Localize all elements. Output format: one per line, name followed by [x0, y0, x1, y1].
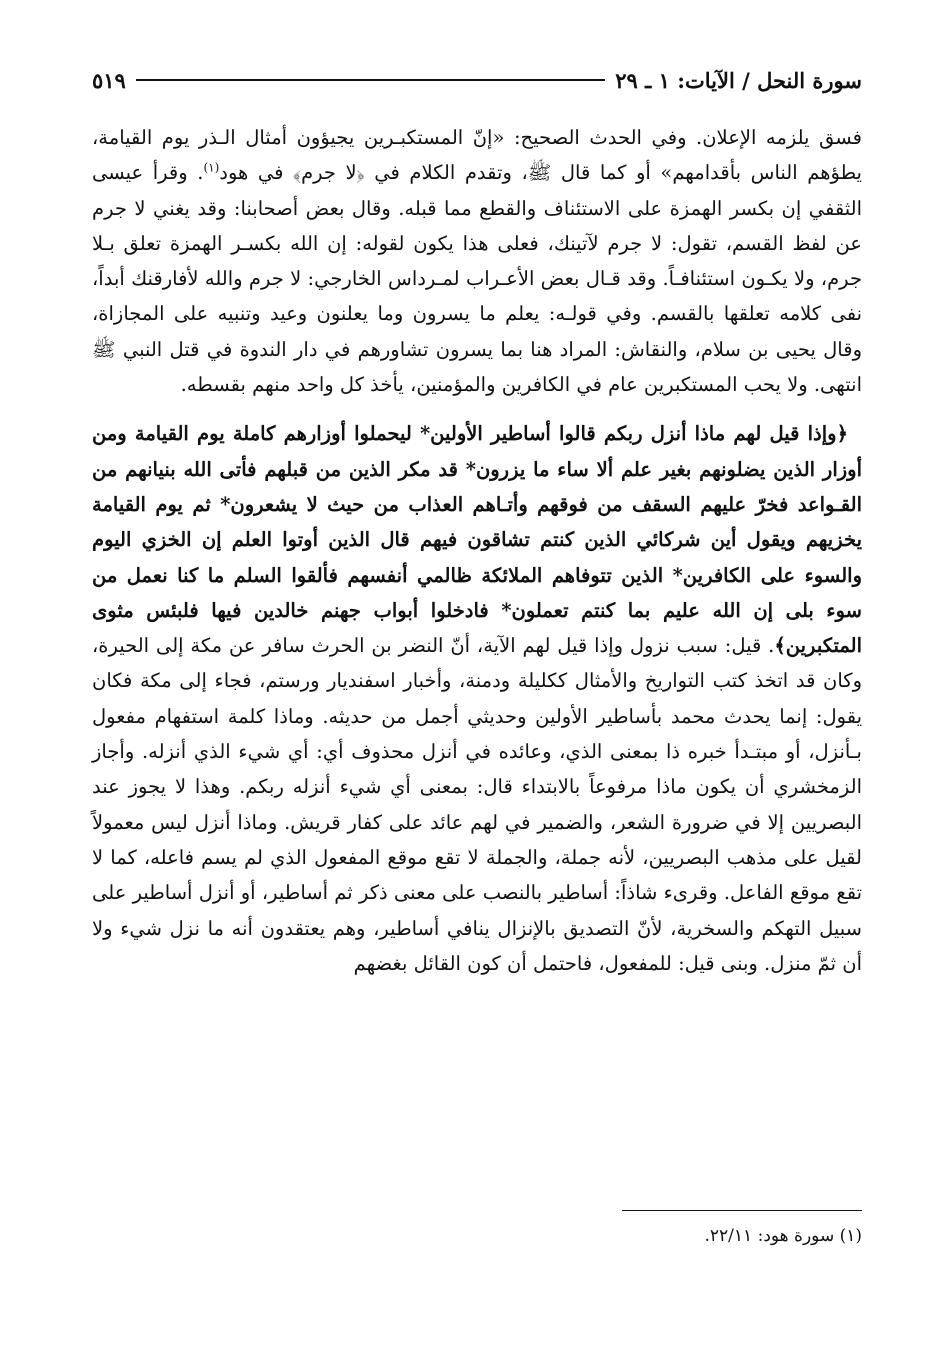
footnote: (١) سورة هود: ٢٢/١١.	[704, 1226, 862, 1246]
footnote-reference: (١)	[203, 160, 220, 175]
running-header	[92, 58, 862, 102]
page-number: ٥١٩	[92, 67, 126, 93]
commentary-paragraph	[92, 120, 862, 402]
main-text	[92, 120, 862, 981]
footnote-rule	[622, 1210, 862, 1211]
surah-title: سورة النحل / الآيات: ١ ـ ٢٩	[615, 67, 862, 93]
verse-paragraph	[92, 416, 862, 981]
paragraph-text: فسق يلزمه الإعلان. وفي الحدث الصحيح: «إنّ المستكبـرين يجيؤون أمثال الـذر يوم القيامة، يطؤهم الناس بأقدامهم» أو كما قال ﷺ، وتقدم الكلام في ﴿لا جرم﴾ في هود	[92, 126, 862, 185]
quran-verse: ﴿وإذا قيل لهم ماذا أنزل ربكم قالوا أساطير الأولين* ليحملوا أوزارهم كاملة يوم القيامة ومن أوزار الذين يضلونهم بغير علم ألا ساء ما يزرون* قد مكر الذين من قبلهم فأتى الله بنيانهم من القـواعد فخرّ عليهم السقف من فوقهم وأتـاهم العذاب من حيث لا يشعرون* ثم يوم القيامة يخزيهم ويقول أين شركائي الذين كنتم تشاقون فيهم قال الذين أوتوا العلم إن الخزي اليوم والسوء على الكافرين* الذين تتوفاهم الملائكة ظالمي أنفسهم فألقوا السلم ما كنا نعمل من سوء بلى إن الله عليم بما كنتم تعملون* فادخلوا أبواب جهنم خالدين فيها فلبئس مثوى المتكبرين﴾	[92, 422, 862, 658]
header-rule	[136, 79, 605, 81]
paragraph-text-continued: . وقرأ عيسى الثقفي إن بكسر الهمزة على الاستئناف والقطع مما قبله. وقال بعض أصحابنا: وقد يغني لا جرم عن لفظ القسم، تقول: لا جرم لآتينك، فعلى هذا يكون لقوله: إن الله بكسـر الهمزة تعلق بـلا جرم، ولا يكـون استئنافـاً. وقد قـال بعض الأعـراب لمـرداس الخارجي: لا جرم والله لأفارقنك أبداً، نفى كلامه تعلقها بالقسم. وفي قولـه: يعلم ما يسرون وما يعلنون وعيد وتنبيه على المجازاة، وقال يحيى بن سلام، والنقاش: المراد هنا بما يسرون تشاورهم في دار الندوة في قتل النبي ﷺ انتهى. ولا يحب المستكبرين عام في الكافرين والمؤمنين، يأخذ كل واحد منهم بقسطه.	[92, 161, 862, 397]
paragraph-text: . قيل: سبب نزول وإذا قيل لهم الآية، أنّ النضر بن الحرث سافر عن مكة إلى الحيرة، وكان قد اتخذ كتب التواريخ والأمثال ككليلة ودمنة، وأخبار اسفنديار ورستم، فجاء إلى مكة فكان يقول: إنما يحدث محمد بأساطير الأولين وحديثي أجمل من حديثه. وماذا كلمة استفهام مفعول بـأنزل، أو مبتـدأ خبره ذا بمعنى الذي، وعائده في أنزل محذوف أي: أي شيء الذي أنزله. وأجاز الزمخشري أن يكون ماذا مرفوعاً بالابتداء قال: بمعنى أي شيء أنزله ربكم. وهذا لا يجوز عند البصريين إلا في ضرورة الشعر، والضمير في لهم عائد على كفار قريش. وماذا أنزل ليس معمولاً لقيل على مذهب البصريين، لأنه جملة، والجملة لا تقع موقع المفعول الذي لم يسم فاعله، كما لا تقع موقع الفاعل. وقرىء شاذاً: أساطير بالنصب على معنى ذكر ثم أساطير، أو أنزل أساطير على سبيل التهكم والسخرية، لأنّ التصديق بالإنزال ينافي أساطير، وهم يعتقدون أنه ما نزل شيء ولا أن ثمّ منزل. وبنى قيل: للمفعول، فاحتمل أن كون القائل بغضهم	[92, 634, 862, 975]
